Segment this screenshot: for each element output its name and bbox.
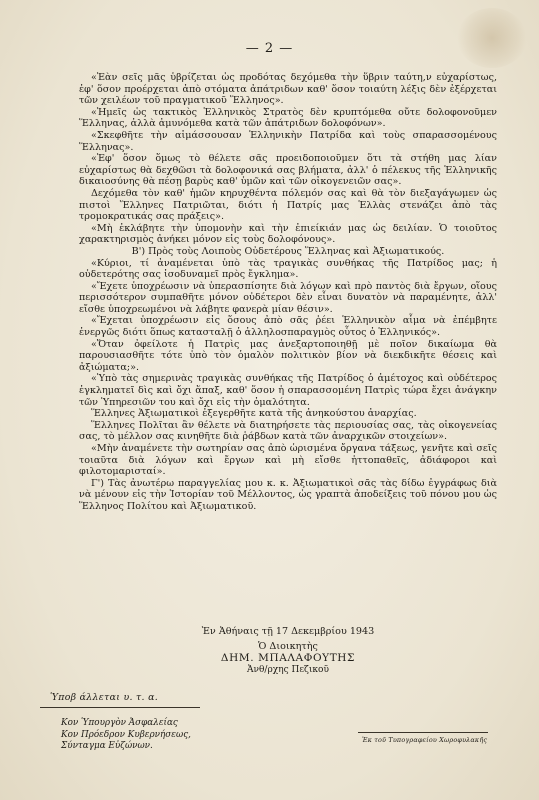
signature-rank: Ἀνθ/ρχης Πεζικοῦ xyxy=(247,665,329,675)
recipient: Κον Ὑπουργὸν Ἀσφαλείας xyxy=(61,718,178,728)
distribution-heading: Ὑποβ άλλεται υ. τ. α. xyxy=(50,692,159,703)
distribution-list xyxy=(61,718,191,753)
section-heading: Β') Πρὸς τοὺς Λοιποὺς Οὐδετέρους Ἕλληνας καὶ Ἀξιωματικούς. xyxy=(131,245,445,257)
signature-block xyxy=(79,625,497,676)
paragraph: «Ἔχετε ὑποχρέωσιν νὰ ὑπερασπίσητε διὰ λόγων καὶ πρὸ παντὸς διὰ ἔργων, οἵους περισσότερον συμπαθῆτε μόνον οὐδέτεροι δὲν εἶναι δυνατὸν νὰ παραμένητε, ἀλλ' εἴσθε ὑποχρεωμένοι νὰ λάβητε φανερὰ μίαν θέσιν». xyxy=(79,280,497,315)
paragraph: «Ἐφ' ὅσον ὅμως τὸ θέλετε σᾶς προειδοποιοῦμεν ὅτι τὰ στήθη μας λίαν εὐχαρίστως θὰ δεχθῶσι τὰ δολοφονικά σας βλήματα, ἀλλ' ὁ πέλεκυς τῆς Ἑλληνικῆς δικαιοσύνης θὰ πέσῃ βαρὺς καθ' ὑμῶν καὶ τῶν οἰκογενειῶν σας». xyxy=(79,153,497,188)
paragraph: «Ἐὰν σεῖς μᾶς ὑβρίζεται ὡς προδότας δεχόμεθα τὴν ὕβριν ταύτη,ν εὐχαρίστως, ἐφ' ὅσον προέρχεται ἀπὸ στόματα ἀπάτριδων καθ' ὅσον τοιαύτη λέξις δὲν ἐξέρχεται τῶν χειλέων τοῦ πραγματικοῦ Ἕλληνος». xyxy=(79,72,497,107)
paragraph: «Σκεφθῆτε τὴν αἱμάσσουσαν Ἑλληνικὴν Πατρίδα καὶ τοὺς σπαρασσομένους Ἕλληνας». xyxy=(79,129,497,153)
recipient: Σύνταγμα Εὐζώνων. xyxy=(61,741,153,751)
signature-title: Ὁ Διοικητὴς xyxy=(258,641,318,652)
paper-stain xyxy=(457,8,527,68)
paragraph: Γ') Τὰς ἀνωτέρω παραγγελίας μου κ. κ. Ἀξιωματικοὶ σᾶς τὰς δίδω ἐγγράφως διὰ νὰ μένουν εἰς τὴν Ἱστορίαν τοῦ Μέλλοντος, ὡς γραπτὰ ἀποδείξεις τοῦ πόνου μου ὡς Ἕλληνος Πολίτου καὶ Ἀξιωματικοῦ. xyxy=(79,477,497,512)
paragraph: «Μὴ ἐκλάβητε τὴν ὑπομονὴν καὶ τὴν ἐπιείκιάν μας ὡς δειλίαν. Ὁ τοιοῦτος χαρακτηρισμὸς ἀνήκει μόνον εἰς τοὺς δολοφόνους». xyxy=(79,222,497,246)
paragraph: «Ἔχεται ὑποχρέωσιν εἰς ὅσους ἀπὸ σᾶς ῥέει Ἑλληνικὸν αἷμα νὰ ἐπέμβητε ἐνεργῶς διότι ὅπως κατασταλῇ ὁ ἀλληλοσπαραγμὸς οὗτος ὁ Ἑλληνικός». xyxy=(79,315,497,339)
signature-date: Ἐν Ἀθήναις τῇ 17 Δεκεμβρίου 1943 xyxy=(201,626,375,637)
document-body xyxy=(79,72,497,513)
paragraph: «Κύριοι, τί ἀναμένεται ὑπὸ τὰς τραγικὰς συνθήκας τῆς Πατρίδος μας; ἡ οὐδετερότης σας ἰσοδυναμεῖ πρὸς ἔγκλημα». xyxy=(79,257,497,281)
page-number: — 2 — xyxy=(245,41,294,56)
paragraph: Ἕλληνες Ἀξιωματικοὶ ἐξεγερθῆτε κατὰ τῆς ἀνηκούστου ἀναρχίας. xyxy=(91,408,417,420)
paragraph: «Μὴν ἀναμένετε τὴν σωτηρίαν σας ἀπὸ ὡρισμένα ὄργανα τάξεως, γενῆτε καὶ σεῖς τοιαῦτα διὰ λόγων καὶ ἔργων καὶ μὴ εἴσθε ἡττοπαθεῖς, ἀδιάφοροι καὶ φιλοτομαρισταί». xyxy=(79,443,497,478)
paragraph: Δεχόμεθα τὸν καθ' ἡμῶν κηρυχθέντα πόλεμόν σας καὶ θὰ τὸν διεξαγάγωμεν ὡς πιστοὶ Ἕλληνες Πατριῶται, διότι ἡ Πατρίς μας Ἑλλὰς στενάζει ἀπὸ τὰς τρομοκρατικάς σας πράξεις». xyxy=(79,187,497,223)
printer-divider xyxy=(358,732,488,733)
paragraph: «Ἡμεῖς ὡς τακτικὸς Ἑλληνικὸς Στρατὸς δὲν κρυπτόμεθα οὔτε δολοφονοῦμεν Ἕλληνας, ἀλλὰ ἀμυνόμεθα κατὰ τῶν ἀπάτριδων δολοφόνων». xyxy=(79,106,497,130)
paragraph: «Ὅταν ὀφείλοτε ἡ Πατρὶς μας ἀνεξαρτοποιηθῇ μὲ ποῖον δικαίωμα θὰ παρουσιασθῆτε τότε ὑπὸ τὸν ὁμαλὸν πολιτικὸν βίον νὰ διεκδικῆτε θέσεις καὶ ἀξιώματα;». xyxy=(79,338,497,373)
signature-name: ΔΗΜ. ΜΠΑΛΑΦΟΥΤΗΣ xyxy=(220,652,356,664)
paragraph: Ἕλληνες Πολῖται ἂν θέλετε νὰ διατηρήσετε τὰς περιουσίας σας, τὰς οἰκογενείας σας, τὸ μέλλον σας κινηθῆτε διὰ ῥάβδων κατὰ τῶν ἀναρχικῶν στοιχείων». xyxy=(79,419,497,443)
printer-credit: Ἐκ τοῦ Τυπογραφείου Χωροφυλακῆς xyxy=(362,736,488,744)
paragraph: «Ὑπὸ τὰς σημερινὰς τραγικὰς συνθήκας τῆς Πατρίδος ὁ ἀμέτοχος καὶ οὐδέτερος ἐγκληματεῖ δὶς καὶ ὄχι ἅπαξ, καθ' ὅσον ἡ σπαρασσομένη Πατρὶς τώρα ἔχει ἀνάγκην τῶν Ὑπηρεσιῶν του καὶ ὄχι εἰς τὴν ὁμαλότητα. xyxy=(79,373,497,408)
distribution-divider xyxy=(40,707,200,708)
recipient: Κον Πρόεδρον Κυβερνήσεως, xyxy=(61,729,191,740)
